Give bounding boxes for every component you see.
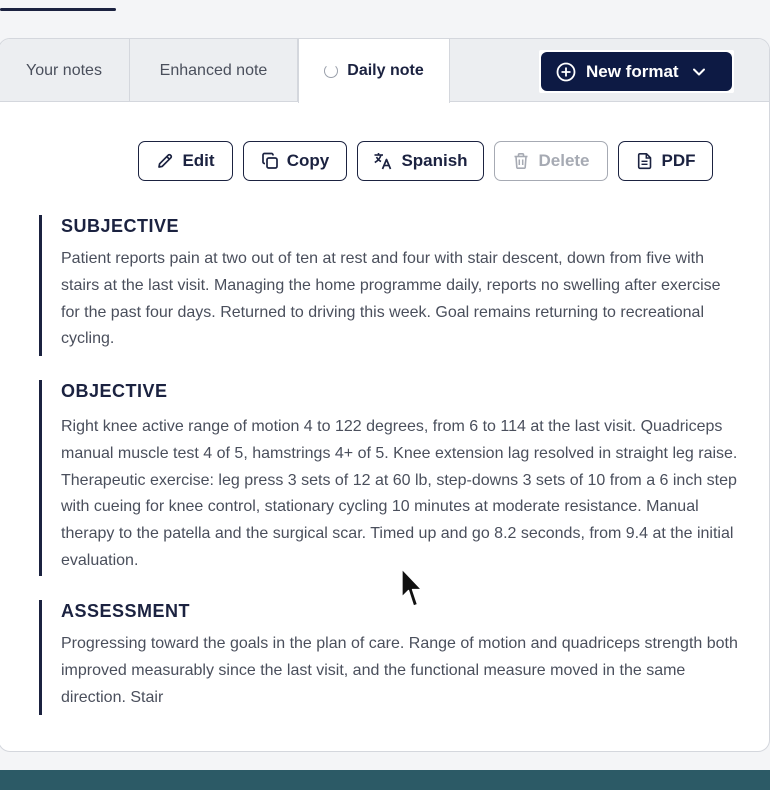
tab-label: Your notes [26,61,102,79]
section-objective [39,380,739,576]
section-title: SUBJECTIVE [61,216,180,236]
footer-strip [0,770,770,790]
tab-enhanced-note[interactable] [130,39,298,102]
top-progress-line [0,8,116,11]
mouse-pointer-icon [400,568,424,608]
tab-label: Daily note [347,62,424,79]
copy-icon [261,152,279,170]
note-panel [0,38,770,752]
new-format-label: New format [586,61,679,81]
tab-your-notes[interactable] [0,39,130,102]
pencil-icon [156,152,174,170]
tab-label: Enhanced note [159,61,268,79]
edit-label: Edit [182,151,215,170]
tab-daily-note[interactable] [298,39,450,103]
delete-button[interactable] [494,141,608,181]
new-format-wrapper [539,50,734,93]
edit-button[interactable] [138,141,233,181]
note-actions-toolbar [0,141,769,181]
trash-icon [512,152,530,170]
translate-button[interactable] [357,141,484,181]
section-body: Progressing toward the goals in the plan of care. Range of motion and quadriceps strength both improved measurably since the last visit, and the functional measure moved in the same direction. Stair [61,635,738,706]
pdf-button[interactable] [618,141,713,181]
section-title: ASSESSMENT [61,601,191,621]
copy-label: Copy [286,151,330,170]
section-subjective [39,215,739,356]
spinner-icon [324,64,338,78]
translate-icon [373,152,393,170]
section-title: OBJECTIVE [61,381,168,401]
document-icon [636,152,654,170]
language-label: Spanish [401,151,468,170]
plus-circle-icon [556,62,576,82]
section-assessment [39,600,739,715]
chevron-down-icon[interactable] [692,65,706,79]
copy-button[interactable] [243,141,347,181]
tab-bar [0,39,769,102]
section-body: Patient reports pain at two out of ten at rest and four with stair descent, down from five with stairs at the last visit. Managing the home programme daily, reports no swelling after exercise for the past four days. Returned to driving this week. Goal remains returning to recreational cycling. [61,250,721,348]
pdf-label: PDF [661,151,696,170]
section-body: Right knee active range of motion 4 to 122 degrees, from 6 to 114 at the last visit. Quadriceps manual muscle test 4 of 5, hamstrings 4+ of 5. Knee extension lag resolved in straight leg raise. Therapeutic exercise: leg press 3 sets of 12 at 60 lb, step-downs 3 sets of 10 from a 6 inch step with cueing for knee control, stationary cycling 10 minutes at moderate resistance. Manual therapy to the patella and the surgical scar. Timed up and go 8.2 seconds, from 9.4 at the initial evaluation. [61,418,738,569]
delete-label: Delete [538,151,590,170]
new-format-button[interactable] [541,52,732,91]
